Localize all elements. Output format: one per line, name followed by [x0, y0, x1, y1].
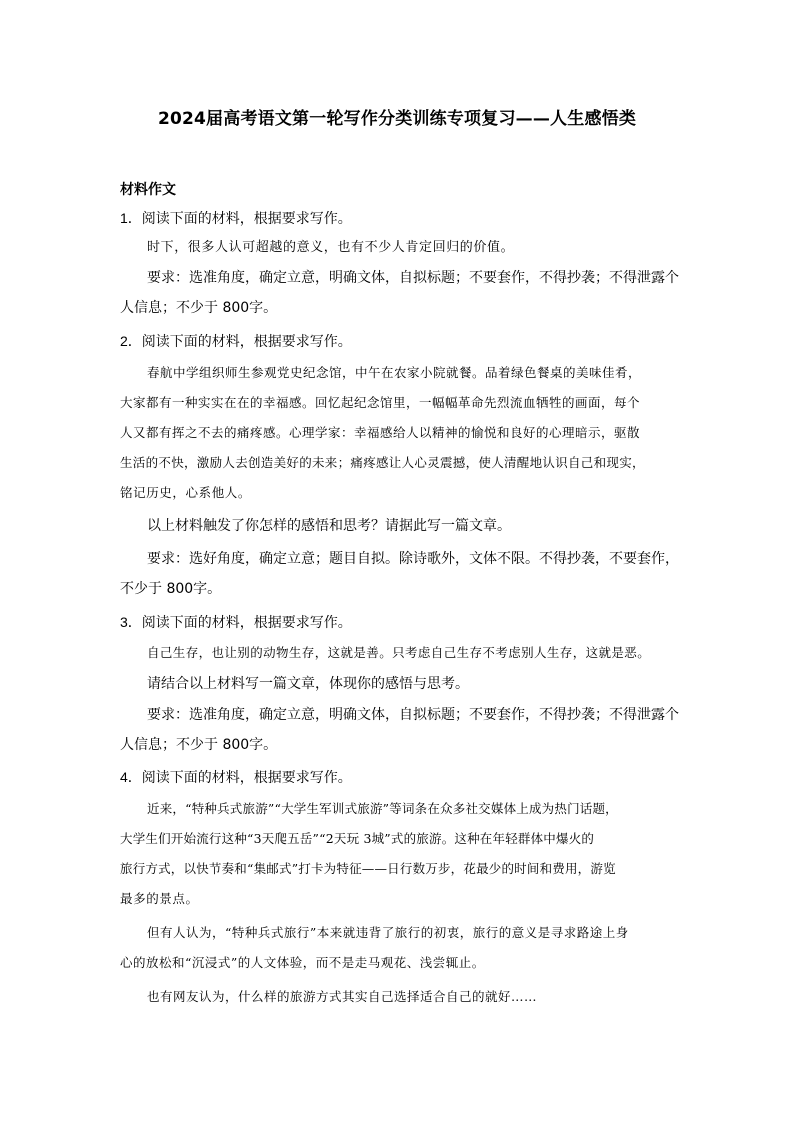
question-1-requirement-cont: 人信息；不少于 800字。: [120, 300, 278, 316]
question-4-material: 旅行方式，以快节奏和“集邮式”打卡为特征——日行数万步，花最少的时间和费用，游览: [120, 861, 616, 876]
question-1-prompt: 1．阅读下面的材料，根据要求写作。: [120, 210, 352, 226]
question-4-prompt: 4．阅读下面的材料，根据要求写作。: [120, 769, 352, 785]
question-4-material: 近来，“特种兵式旅游”“大学生军训式旅游”等词条在众多社交媒体上成为热门话题，: [147, 801, 618, 816]
question-2-requirement-cont: 不少于 800字。: [120, 581, 222, 597]
question-3-prompt: 3．阅读下面的材料，根据要求写作。: [120, 614, 352, 630]
question-3-requirement: 要求：选准角度，确定立意，明确文体，自拟标题；不要套作，不得抄袭；不得泄露个: [147, 707, 679, 723]
question-1-requirement: 要求：选准角度，确定立意，明确文体，自拟标题；不要套作，不得抄袭；不得泄露个: [147, 270, 679, 286]
question-4-material: 最多的景点。: [120, 891, 199, 906]
question-1-material: 时下，很多人认可超越的意义，也有不少人肯定回归的价值。: [147, 240, 515, 255]
question-2-prompt: 2．阅读下面的材料，根据要求写作。: [120, 333, 352, 349]
question-2-requirement: 要求：选好角度，确定立意；题目自拟。除诗歌外，文体不限。不得抄袭，不要套作，: [147, 551, 679, 567]
section-heading: 材料作文: [120, 182, 176, 198]
question-4-material: 心的放松和“沉浸式”的人文体验，而不是走马观花、浅尝辄止。: [120, 955, 485, 970]
question-2-material: 人又都有挥之不去的痛疼感。心理学家：幸福感给人以精神的愉悦和良好的心理暗示，驱散: [120, 425, 641, 440]
question-2-material: 生活的不快，激励人去创造美好的未来；痛疼感让人心灵震撼，使人清醒地认识自己和现实，: [120, 455, 645, 470]
question-2-prompt-text: 以上材料触发了你怎样的感悟和思考？请据此写一篇文章。: [147, 518, 511, 534]
question-2-material: 铭记历史，心系他人。: [120, 485, 252, 500]
question-2-material: 春航中学组织师生参观党史纪念馆，中午在农家小院就餐。品着绿色餐桌的美味佳肴，: [147, 365, 642, 380]
question-3-requirement-cont: 人信息；不少于 800字。: [120, 737, 278, 753]
document-title: 2024届高考语文第一轮写作分类训练专项复习——人生感悟类: [157, 109, 637, 129]
question-4-material: 也有网友认为，什么样的旅游方式其实自己选择适合自己的就好……: [147, 989, 538, 1004]
question-3-prompt-text: 请结合以上材料写一篇文章，体现你的感悟与思考。: [147, 676, 469, 692]
question-3-material: 自己生存，也让别的动物生存，这就是善。只考虑自己生存不考虑别人生存，这就是恶。: [147, 645, 651, 660]
question-4-material: 但有人认为，“特种兵式旅行”本来就违背了旅行的初衷，旅行的意义是寻求路途上身: [147, 925, 629, 940]
question-4-material: 大学生们开始流行这种“3天爬五岳”“2天玩 3城”式的旅游。这种在年轻群体中爆火的: [120, 831, 595, 846]
question-2-material: 大家都有一种实实在在的幸福感。回忆起纪念馆里，一幅幅革命先烈流血牺牲的画面，每个: [120, 395, 641, 410]
